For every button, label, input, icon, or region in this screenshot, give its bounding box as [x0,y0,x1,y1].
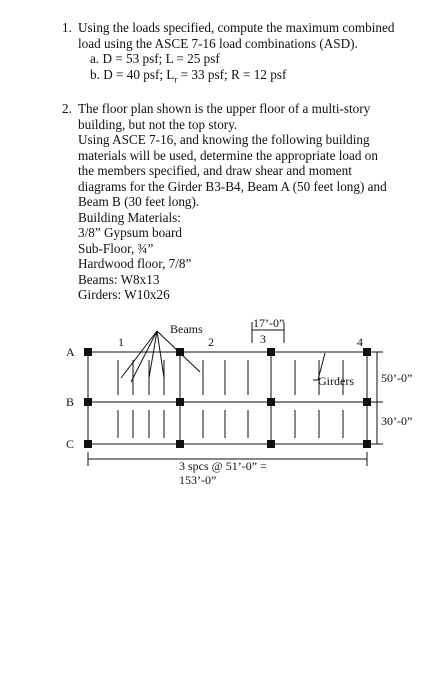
girders-label: Girders [318,374,354,388]
column-b2 [176,398,184,406]
q2-number: 2. [62,101,72,116]
dimension-spacing: 3 spcs @ 51’-0” = [179,459,267,473]
column-a3 [267,348,275,356]
column-c2 [176,440,184,448]
column-b1 [84,398,92,406]
q2-line: Beam B (30 feet long). [78,194,200,209]
dimension-30ft: 30’-0” [381,414,413,428]
material-gypsum: 3/8” Gypsum board [78,225,183,240]
q2-line: the members specified, and draw shear and moment [78,163,352,178]
column-a4 [363,348,371,356]
material-girders: Girders: W10x26 [78,287,170,302]
material-hardwood: Hardwood floor, 7/8” [78,256,192,271]
material-subfloor: Sub-Floor, ¾” [78,240,154,256]
columns [84,348,371,448]
row-label-c: C [66,437,75,451]
column-b3 [267,398,275,406]
row-label-b: B [66,395,75,409]
col-label-3: 3 [260,332,266,346]
q1-number: 1. [62,20,72,35]
q2-line: diagrams for the Girder B3-B4, Beam A (50 feet long) and [78,178,387,194]
row-label-a: A [66,345,75,359]
dimension-17ft: 17’-0” [253,316,285,330]
column-b4 [363,398,371,406]
column-c1 [84,440,92,448]
q1-part-a: a. D = 53 psf; L = 25 psf [90,51,220,66]
q2-line: The floor plan shown is the upper floor of a multi-story [78,101,371,116]
framing-lines [88,322,383,466]
column-a2 [176,348,184,356]
q2-line: building, but not the top story. [78,116,238,132]
q1-line1: 1. Using the loads specified, compute the maximum combined [62,20,395,35]
material-beams: Beams: W8x13 [78,271,160,287]
col-label-1: 1 [118,335,124,349]
col-label-4: 4 [357,335,363,349]
q1-part-b: b. D = 40 psf; $L_r = 33$ psf; R = 12 psf [90,66,287,85]
beams-bay-3 [295,360,343,438]
column-c4 [363,440,371,448]
column-c3 [267,440,275,448]
col-label-2: 2 [208,335,214,349]
q1-line2: load using the ASCE 7-16 load combinations (ASD). [78,35,358,51]
dimension-right [371,352,383,444]
building-materials-heading: Building Materials: [78,209,181,225]
dimension-total: 153’-0” [179,473,217,487]
q2-line: materials will be used, determine the appropriate load on [78,147,378,163]
column-a1 [84,348,92,356]
dimension-50ft: 50’-0” [381,371,413,385]
beams-bay-2 [203,360,248,438]
beams-bay-1 [118,360,164,438]
q2-line: Using ASCE 7-16, and knowing the following building [78,132,370,147]
beams-label: Beams [170,322,203,336]
